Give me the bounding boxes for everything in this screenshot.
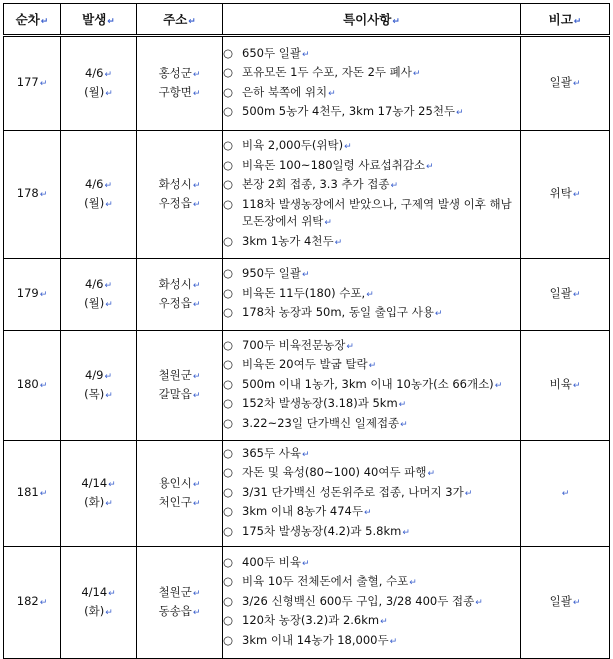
note-item: ○ 3km 이내 8농가 474두↵ — [223, 503, 520, 523]
outbreak-table — [3, 3, 610, 659]
table-body — [4, 36, 610, 659]
bullet-icon: ○ — [223, 45, 234, 60]
location-county: 화성시↵ — [158, 276, 201, 291]
location-county: 용인시↵ — [158, 475, 201, 490]
cell-no: 182↵ — [4, 547, 61, 659]
location-town: 동송읍↵ — [158, 603, 201, 618]
bullet-icon: ○ — [223, 84, 234, 99]
location-town: 갈말읍↵ — [158, 386, 201, 401]
date-text: 4/14 — [81, 584, 108, 599]
note-item: ○ 3km 1농가 4천두↵ — [223, 233, 520, 253]
location-text: 화성시 — [158, 276, 192, 291]
cell-remark: 위탁↵ — [521, 131, 610, 259]
cell-remark: 일괄↵ — [521, 36, 610, 131]
weekday-text: (월) — [84, 84, 105, 99]
date-value: 4/9↵ — [84, 367, 113, 382]
note-item: ○ 비육 10두 전체돈에서 출혈, 수포↵ — [223, 573, 520, 593]
cell-date — [61, 36, 137, 131]
table-row — [4, 259, 610, 331]
cell-remark: 일괄↵ — [521, 259, 610, 331]
location-town: 처인구↵ — [158, 494, 201, 509]
bullet-icon: ○ — [223, 376, 234, 391]
notes-list — [223, 137, 520, 252]
weekday: (월)↵ — [84, 84, 113, 99]
row-number: 180 — [16, 377, 39, 391]
note-text: 비육돈 20여두 발굽 탈락 — [242, 357, 368, 372]
cell-location — [137, 259, 223, 331]
note-text: 비육 10두 전체돈에서 출혈, 수포 — [242, 574, 409, 589]
location-county: 화성시↵ — [158, 176, 201, 191]
note-text: 비육돈 100~180일령 사료섭취감소 — [242, 157, 426, 172]
remark-text: 일괄 — [549, 286, 572, 300]
cell-notes — [223, 547, 521, 659]
row-number: 179 — [16, 286, 39, 300]
bullet-icon: ○ — [223, 554, 234, 569]
header-remark: 비고↵ — [521, 4, 610, 36]
date-value: 4/6↵ — [84, 176, 113, 191]
bullet-icon: ○ — [223, 445, 234, 460]
cell-date — [61, 259, 137, 331]
note-item: ○ 3km 이내 14농가 18,000두↵ — [223, 632, 520, 652]
location-town: 우정읍↵ — [158, 195, 201, 210]
note-item: ○ 본장 2회 접종, 3.3 추가 접종↵ — [223, 176, 520, 196]
cell-date — [61, 131, 137, 259]
bullet-icon: ○ — [223, 613, 234, 628]
table-row — [4, 36, 610, 131]
bullet-icon: ○ — [223, 233, 234, 248]
table-row — [4, 441, 610, 547]
weekday-text: (화) — [84, 603, 105, 618]
note-text: 500m 5농가 4천두, 3km 17농가 25천두 — [242, 104, 456, 118]
note-item: ○ 152차 발생농장(3.18)과 5km↵ — [223, 395, 520, 415]
weekday-text: (화) — [84, 494, 105, 509]
weekday-text: (월) — [84, 195, 105, 210]
table-row — [4, 547, 610, 659]
note-item: ○ 3/26 신형백신 600두 구입, 3/28 400두 접종↵ — [223, 593, 520, 613]
location-text: 구항면 — [158, 84, 192, 99]
bullet-icon: ○ — [223, 593, 234, 608]
location-text: 동송읍 — [158, 603, 192, 618]
location-town: 구항면↵ — [158, 84, 201, 99]
bullet-icon: ○ — [223, 65, 234, 79]
cell-no: 178↵ — [4, 131, 61, 259]
bullet-icon: ○ — [223, 465, 234, 480]
cell-notes — [223, 259, 521, 331]
cell-no: 179↵ — [4, 259, 61, 331]
weekday: (목)↵ — [84, 386, 113, 401]
header-notes: 특이사항↵ — [223, 4, 521, 36]
weekday: (화)↵ — [84, 603, 113, 618]
bullet-icon: ○ — [223, 196, 234, 211]
note-item: ○ 비육돈 11두(180) 수포,↵ — [223, 285, 520, 305]
notes-list — [223, 265, 520, 324]
date-value: 4/6↵ — [84, 65, 113, 80]
cell-date — [61, 547, 137, 659]
bullet-icon: ○ — [223, 138, 234, 152]
row-number: 182 — [16, 594, 39, 608]
note-item: ○ 365두 사육↵ — [223, 445, 520, 465]
note-text: 3/26 신형백신 600두 구입, 3/28 400두 접종 — [242, 593, 475, 608]
bullet-icon: ○ — [223, 632, 234, 647]
notes-list — [223, 337, 520, 435]
note-item: ○ 120차 농장(3.2)과 2.6km↵ — [223, 612, 520, 632]
date-text: 4/6 — [84, 276, 104, 291]
row-number: 178 — [16, 186, 39, 200]
remark-text: 위탁 — [549, 186, 572, 200]
note-item: ○ 650두 일괄↵ — [223, 45, 520, 65]
note-item: ○ 500m 이내 1농가, 3km 이내 10농가(소 66개소)↵ — [223, 376, 520, 396]
note-item: ○ 비육돈 100~180일령 사료섭취감소↵ — [223, 157, 520, 177]
table-row — [4, 131, 610, 259]
header-no: 순차↵ — [4, 4, 61, 36]
cell-location — [137, 131, 223, 259]
note-item: ○ 자돈 및 육성(80~100) 40여두 파행↵ — [223, 464, 520, 484]
bullet-icon: ○ — [223, 337, 234, 352]
note-text: 3km 이내 14농가 18,000두 — [242, 632, 389, 647]
note-item: ○ 비육 2,000두(위탁)↵ — [223, 137, 520, 157]
location-text: 용인시 — [158, 475, 192, 490]
location-text: 철원군 — [158, 367, 192, 382]
date-text: 4/6 — [84, 65, 104, 80]
note-text: 365두 사육 — [242, 445, 301, 460]
note-item: ○ 178차 농장과 50m, 동일 출입구 사용↵ — [223, 304, 520, 324]
location-county: 철원군↵ — [158, 584, 201, 599]
bullet-icon: ○ — [223, 574, 234, 589]
note-item: ○ 은하 북쪽에 위치↵ — [223, 84, 520, 104]
note-text: 자돈 및 육성(80~100) 40여두 파행 — [242, 465, 427, 480]
note-text: 3km 1농가 4천두 — [242, 233, 334, 248]
bullet-icon: ○ — [223, 357, 234, 372]
header-location: 주소↵ — [137, 4, 223, 36]
weekday-text: (목) — [84, 386, 105, 401]
remark-text: 일괄 — [549, 75, 572, 89]
bullet-icon: ○ — [223, 285, 234, 300]
note-item: ○ 175차 발생농장(4.2)과 5.8km↵ — [223, 523, 520, 543]
note-item: ○ 950두 일괄↵ — [223, 265, 520, 285]
cell-date — [61, 331, 137, 441]
note-text: 700두 비육전문농장 — [242, 337, 346, 352]
note-text: 152차 발생농장(3.18)과 5km — [242, 396, 398, 411]
location-text: 화성시 — [158, 176, 192, 191]
notes-list — [223, 445, 520, 543]
notes-list — [223, 554, 520, 652]
location-county: 철원군↵ — [158, 367, 201, 382]
note-text: 포유모돈 1두 수포, 자돈 2두 폐사 — [242, 65, 412, 79]
note-item: ○ 비육돈 20여두 발굽 탈락↵ — [223, 356, 520, 376]
note-item: ○ 3/31 단가백신 성돈위주로 접종, 나머지 3가↵ — [223, 484, 520, 504]
note-text: 500m 이내 1농가, 3km 이내 10농가(소 66개소) — [242, 376, 494, 391]
note-item: ○ 포유모돈 1두 수포, 자돈 2두 폐사↵ — [223, 64, 520, 84]
date-text: 4/9 — [84, 367, 104, 382]
cell-notes — [223, 331, 521, 441]
location-text: 처인구 — [158, 494, 192, 509]
cell-remark: 비육↵ — [521, 331, 610, 441]
header-row — [4, 4, 610, 36]
weekday: (월)↵ — [84, 195, 113, 210]
table-row — [4, 331, 610, 441]
remark-text: 일괄 — [549, 594, 572, 608]
note-item: ○ 400두 비육↵ — [223, 554, 520, 574]
note-text: 120차 농장(3.2)과 2.6km — [242, 613, 380, 628]
date-text: 4/14 — [81, 475, 108, 490]
location-text: 철원군 — [158, 584, 192, 599]
weekday: (화)↵ — [84, 494, 113, 509]
note-text: 비육돈 11두(180) 수포, — [242, 285, 366, 300]
header-date: 발생↵ — [61, 4, 137, 36]
note-item: ○ 700두 비육전문농장↵ — [223, 337, 520, 357]
bullet-icon: ○ — [223, 157, 234, 172]
cell-location — [137, 331, 223, 441]
date-value: 4/14↵ — [81, 584, 116, 599]
note-text: 비육 2,000두(위탁) — [242, 138, 344, 152]
bullet-icon: ○ — [223, 177, 234, 191]
note-item: ○ 3.22~23일 단가백신 일제접종↵ — [223, 415, 520, 435]
bullet-icon: ○ — [223, 484, 234, 499]
note-text: 175차 발생농장(4.2)과 5.8km — [242, 523, 402, 538]
note-text: 은하 북쪽에 위치 — [242, 84, 328, 99]
cell-remark: 일괄↵ — [521, 547, 610, 659]
cell-remark: ↵ — [521, 441, 610, 547]
bullet-icon: ○ — [223, 415, 234, 430]
note-text: 950두 일괄 — [242, 266, 301, 281]
note-item: ○ 118차 발생농장에서 받았으나, 구제역 발생 이후 해남 모돈장에서 위탁↵ — [223, 196, 512, 228]
date-value: 4/14↵ — [81, 475, 116, 490]
cell-notes — [223, 131, 521, 259]
note-text: 118차 발생농장에서 받았으나, 구제역 발생 이후 해남 모돈장에서 위탁 — [242, 196, 512, 228]
note-text: 3km 이내 8농가 474두 — [242, 504, 363, 519]
note-text: 178차 농장과 50m, 동일 출입구 사용 — [242, 305, 434, 320]
cell-no: 180↵ — [4, 331, 61, 441]
bullet-icon: ○ — [223, 396, 234, 411]
cell-no: 177↵ — [4, 36, 61, 131]
note-item: ○ 500m 5농가 4천두, 3km 17농가 25천두↵ — [223, 103, 520, 123]
cell-location — [137, 441, 223, 547]
row-number: 181 — [16, 485, 39, 499]
location-text: 갈말읍 — [158, 386, 192, 401]
note-text: 3.22~23일 단가백신 일제접종 — [242, 415, 400, 430]
bullet-icon: ○ — [223, 504, 234, 519]
bullet-icon: ○ — [223, 305, 234, 320]
cell-date — [61, 441, 137, 547]
date-text: 4/6 — [84, 176, 104, 191]
row-number: 177 — [16, 75, 39, 89]
location-text: 우정읍 — [158, 295, 192, 310]
location-text: 우정읍 — [158, 195, 192, 210]
weekday-text: (월) — [84, 295, 105, 310]
note-text: 본장 2회 접종, 3.3 추가 접종 — [242, 177, 390, 191]
location-county: 홍성군↵ — [158, 65, 201, 80]
notes-list — [223, 45, 520, 123]
date-value: 4/6↵ — [84, 276, 113, 291]
cell-location — [137, 36, 223, 131]
cell-no: 181↵ — [4, 441, 61, 547]
location-text: 홍성군 — [158, 65, 192, 80]
weekday: (월)↵ — [84, 295, 113, 310]
bullet-icon: ○ — [223, 523, 234, 538]
cell-notes — [223, 36, 521, 131]
note-text: 400두 비육 — [242, 554, 301, 569]
bullet-icon: ○ — [223, 104, 234, 118]
note-text: 650두 일괄 — [242, 45, 301, 60]
bullet-icon: ○ — [223, 266, 234, 281]
location-town: 우정읍↵ — [158, 295, 201, 310]
cell-location — [137, 547, 223, 659]
note-text: 3/31 단가백신 성돈위주로 접종, 나머지 3가 — [242, 484, 464, 499]
cell-notes — [223, 441, 521, 547]
remark-text: 비육 — [549, 377, 572, 391]
